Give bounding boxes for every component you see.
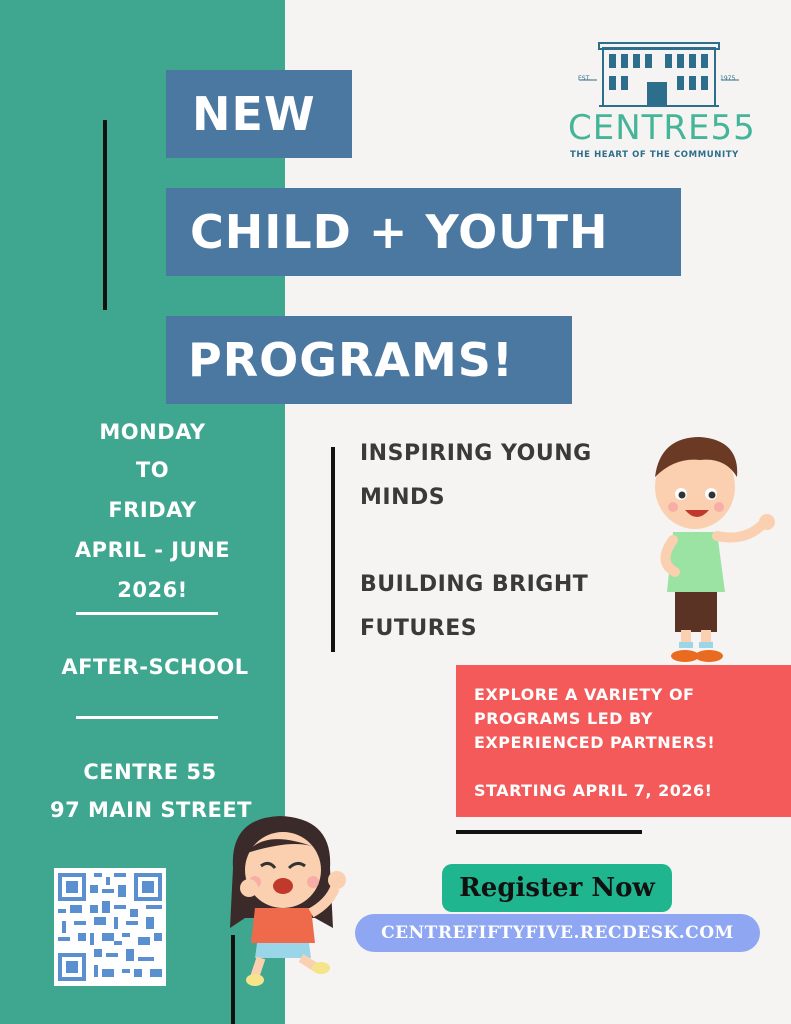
qr-code[interactable] xyxy=(54,868,166,986)
boy-illustration xyxy=(645,432,785,662)
register-now-button[interactable]: Register Now xyxy=(442,864,672,912)
schedule-line-3: FRIDAY xyxy=(108,498,197,522)
girl-illustration xyxy=(225,808,355,988)
divider xyxy=(456,830,642,834)
location-line-2: 97 MAIN STREET xyxy=(49,798,253,822)
promo-line-4: STARTING APRIL 7, 2026! xyxy=(474,781,713,800)
location-line-1: CENTRE 55 xyxy=(83,760,217,784)
promo-line-2: PROGRAMS LED BY xyxy=(474,709,653,728)
tagline-line-3: BUILDING BRIGHT xyxy=(360,572,589,597)
logo-year: 1975 xyxy=(720,75,736,82)
promo-box xyxy=(456,665,791,817)
title-line-2: CHILD + YOUTH xyxy=(190,205,609,259)
title-line-1: NEW xyxy=(192,87,316,141)
schedule-line-1: MONDAY xyxy=(99,420,206,444)
tagline-line-1: INSPIRING YOUNG xyxy=(360,441,592,466)
title-box-new xyxy=(166,70,352,158)
decorative-bar xyxy=(331,447,335,652)
title-box-programs xyxy=(166,316,572,404)
logo-tagline: THE HEART OF THE COMMUNITY xyxy=(570,150,739,160)
time-label: AFTER-SCHOOL xyxy=(61,655,249,679)
title-box-child-youth xyxy=(166,188,681,276)
tagline-line-2: MINDS xyxy=(360,485,446,510)
website-url-link[interactable]: CENTREFIFTYFIVE.RECDESK.COM xyxy=(355,914,760,952)
schedule-line-2: TO xyxy=(135,458,170,482)
logo-est-label: EST. xyxy=(578,75,591,82)
promo-line-3: EXPERIENCED PARTNERS! xyxy=(474,733,716,752)
schedule-line-5: 2026! xyxy=(117,578,188,602)
title-line-3: PROGRAMS! xyxy=(188,333,514,387)
tagline-line-4: FUTURES xyxy=(360,616,478,641)
promo-line-1: EXPLORE A VARIETY OF xyxy=(474,685,695,704)
schedule-line-4: APRIL - JUNE xyxy=(74,538,231,562)
divider xyxy=(76,716,218,719)
decorative-bar xyxy=(103,120,107,310)
divider xyxy=(76,612,218,615)
logo-name: CENTRE55 xyxy=(568,108,756,148)
